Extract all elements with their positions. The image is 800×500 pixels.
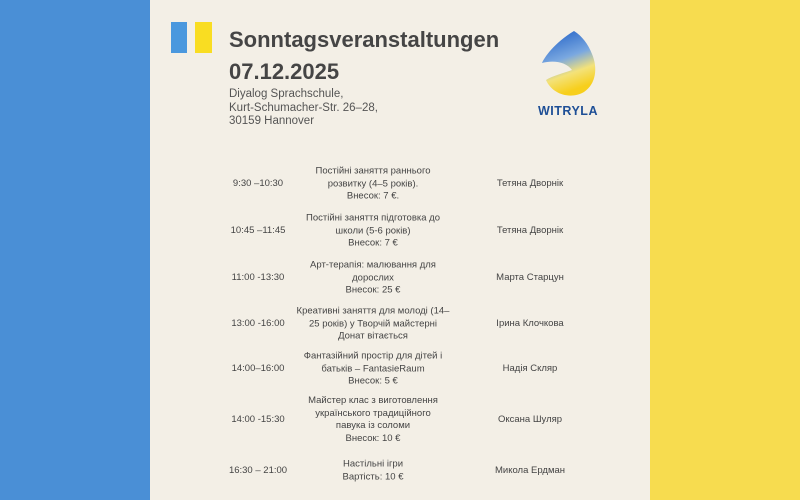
blue-side-panel	[0, 0, 150, 500]
event-time: 9:30 –10:30	[232, 177, 284, 189]
event-time: 14:00 -15:30	[231, 413, 285, 425]
page-title	[229, 24, 499, 88]
event-host: Ірина Клочкова	[496, 317, 564, 329]
address-line: Kurt-Schumacher-Str. 26–28,	[229, 101, 378, 114]
event-date: 07.12.2025	[229, 59, 340, 84]
description-line: Настільні ігри	[342, 458, 404, 470]
description-line: Донат вітається	[338, 330, 408, 342]
description-line: Креативні заняття для молоді (14–	[296, 305, 450, 317]
description-line: Внесок: 7 €.	[346, 190, 400, 202]
flag-blue-bar-icon	[171, 22, 187, 53]
event-time: 16:30 – 21:00	[228, 464, 288, 476]
description-line: Внесок: 25 €	[345, 284, 401, 296]
event-host: Надія Скляр	[502, 362, 558, 374]
event-host: Тетяна Дворнік	[496, 177, 564, 189]
event-description	[304, 350, 442, 388]
description-line: дорослих	[352, 271, 394, 283]
description-line: Внесок: 7 €	[348, 237, 398, 249]
event-description	[316, 165, 431, 203]
event-time: 11:00 -13:30	[231, 271, 285, 283]
event-host: Микола Ердман	[494, 464, 566, 476]
event-description	[297, 305, 450, 343]
description-line: павука із соломи	[335, 420, 411, 431]
description-line: батьків – FantasieRaum	[321, 362, 425, 374]
description-line: Фантазійний простір для дітей і	[303, 350, 443, 362]
description-line: українського традиційного	[315, 407, 431, 419]
event-time: 10:45 –11:45	[230, 224, 286, 236]
event-description	[343, 459, 404, 484]
description-line: 25 років) у Творчій майстерні	[308, 317, 437, 329]
venue-address	[229, 88, 378, 129]
event-description	[306, 212, 440, 250]
description-line: Майстер клас з виготовлення	[308, 395, 438, 406]
witryla-logo-icon	[534, 28, 604, 103]
event-host: Тетяна Дворнік	[496, 224, 564, 236]
address-line: 30159 Hannover	[229, 115, 315, 127]
event-time: 14:00–16:00	[231, 362, 285, 374]
logo-text: WITRYLA	[538, 104, 598, 118]
event-time: 13:00 -16:00	[231, 317, 285, 329]
description-line: розвитку (4–5 років).	[327, 177, 419, 189]
description-line: школи (5-6 років)	[335, 224, 411, 236]
description-line: Постійні заняття раннього	[315, 165, 431, 177]
yellow-side-panel	[650, 0, 800, 500]
title-text: Sonntagsveranstaltungen	[229, 27, 500, 52]
description-line: Арт-терапія: малювання для	[310, 259, 436, 271]
description-line: Вартість: 10 €	[342, 471, 404, 482]
event-host: Марта Старцун	[496, 271, 564, 283]
description-line: Внесок: 10 €	[345, 432, 401, 444]
flag-yellow-bar-icon	[195, 22, 212, 53]
event-host: Оксана Шуляр	[497, 413, 563, 425]
address-line: Diyalog Sprachschule,	[229, 88, 344, 100]
event-description	[310, 259, 436, 297]
description-line: Внесок: 5 €	[348, 375, 398, 387]
description-line: Постійні заняття підготовка до	[306, 212, 440, 224]
event-description	[308, 395, 438, 445]
